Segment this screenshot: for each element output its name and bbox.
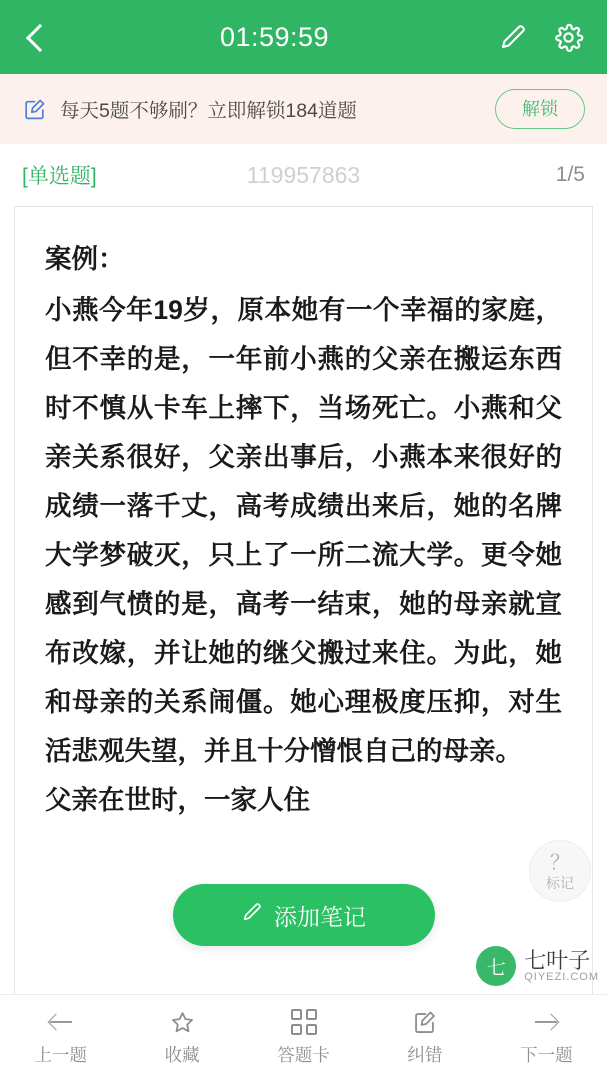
question-type-label: [单选题] (22, 165, 97, 188)
pencil-icon (241, 901, 263, 929)
star-icon (169, 1008, 196, 1036)
tab-next-question[interactable] (486, 995, 607, 1080)
question-meta-bar (0, 144, 607, 206)
mark-question-button[interactable] (529, 840, 591, 902)
countdown-timer: 01:59:59 (219, 21, 330, 52)
tab-label: 纠错 (407, 1045, 443, 1065)
question-progress: 1/5 (555, 163, 585, 186)
question-text: 小燕今年19岁，原本她有一个幸福的家庭，但不幸的是，一年前小燕的父亲在搬运东西时不慎从卡车上摔下，当场死亡。小燕和父亲关系很好，父亲出事后，小燕本来很好的成绩一落千丈，高考成绩出来后，她的名牌大学梦破灭，只上了一所二流大学。更令她感到气愤的是，高考一结束，她的母亲就宣布改嫁，并让她的继父搬过来住。为此，她和母亲的关系闹僵。她心理极度压抑，对生活悲观失望，并且十分憎恨自己的母亲。 (45, 295, 562, 767)
watermark-subtitle: QIYEZI.COM (524, 970, 599, 983)
tab-label: 答题卡 (277, 1045, 330, 1065)
tab-label: 下一题 (520, 1045, 573, 1065)
question-body-area (0, 206, 607, 994)
question-text-tail: 父亲在世时，一家人住 (45, 785, 310, 816)
unlock-button[interactable]: 解锁 (495, 89, 585, 129)
tab-answer-sheet[interactable] (243, 995, 364, 1080)
question-mark-icon: ？ (550, 851, 570, 874)
note-pencil-icon (18, 93, 50, 125)
chevron-left-icon[interactable] (22, 22, 52, 52)
pencil-icon[interactable] (497, 21, 529, 53)
arrow-right-icon (533, 1008, 559, 1036)
watermark (476, 946, 599, 986)
tab-label: 上一题 (34, 1045, 87, 1065)
tab-label: 收藏 (164, 1045, 200, 1065)
add-note-button[interactable] (173, 884, 435, 946)
grid-icon (291, 1008, 317, 1036)
tab-report-error[interactable] (364, 995, 485, 1080)
promo-text: 每天5题不够刷？立即解锁184道题 (60, 100, 357, 122)
tab-favorite[interactable] (121, 995, 242, 1080)
header-right-group (497, 21, 585, 53)
watermark-title: 七叶子 (524, 947, 591, 973)
gear-icon[interactable] (553, 21, 585, 53)
tab-previous-question[interactable] (0, 995, 121, 1080)
question-id: 119957863 (246, 161, 361, 188)
error-report-icon (411, 1008, 438, 1036)
promo-banner (0, 74, 607, 144)
question-title: 案例： (45, 244, 125, 274)
question-card[interactable] (14, 206, 593, 994)
watermark-texts (524, 949, 599, 984)
app-header (0, 0, 607, 74)
watermark-logo-icon: 七 (476, 946, 516, 986)
bottom-tabbar (0, 994, 607, 1080)
header-left-group (22, 22, 52, 52)
promo-left-group (18, 93, 357, 125)
arrow-left-icon (48, 1008, 74, 1036)
add-note-label: 添加笔记 (274, 903, 366, 930)
mark-button-label: 标记 (546, 874, 574, 891)
